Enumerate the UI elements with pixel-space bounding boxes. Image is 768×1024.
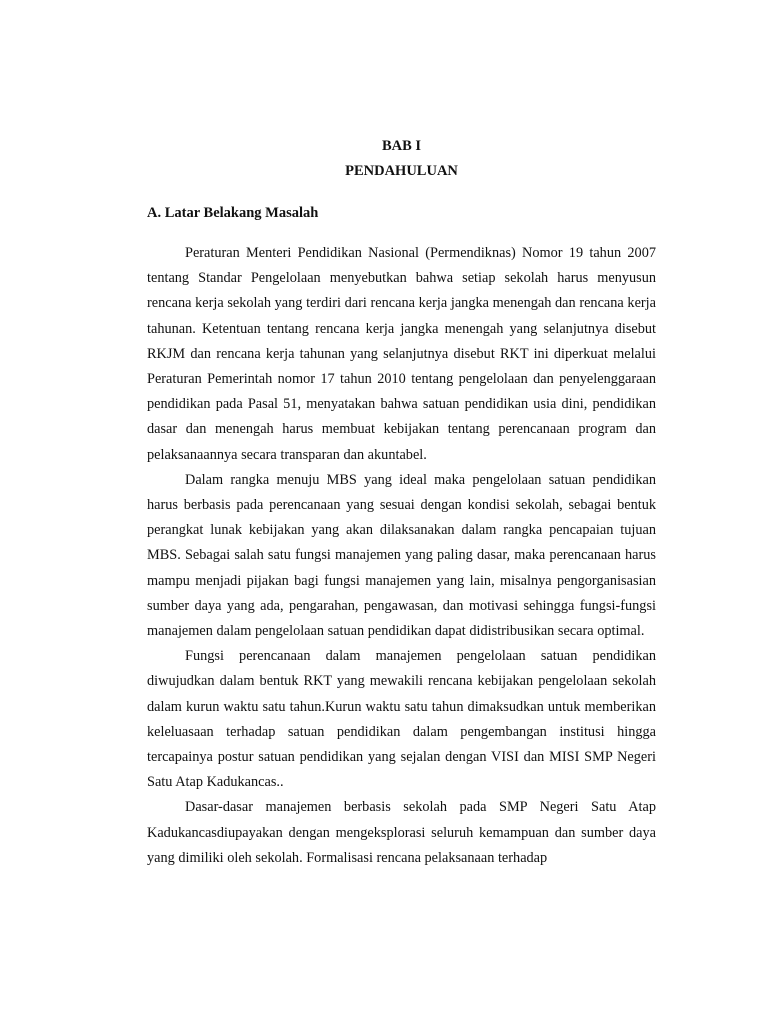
- document-body: [147, 241, 656, 871]
- paragraph-2: Dalam rangka menuju MBS yang ideal maka pengelolaan satuan pendidikan harus berbasis pada perencanaan yang sesuai dengan kondisi sekolah, sebagai bentuk perangkat lunak kebijakan yang akan dilaksanakan dalam rangka pencapaian tujuan MBS. Sebagai salah satu fungsi manajemen yang paling dasar, maka perencanaan harus mampu menjadi pijakan bagi fungsi manajemen yang lain, misalnya pengorganisasian sumber daya yang ada, pengarahan, pengawasan, dan motivasi sehingga fungsi-fungsi manajemen dalam pengelolaan satuan pendidikan dapat didistribusikan secara optimal.: [147, 471, 656, 640]
- paragraph-1: Peraturan Menteri Pendidikan Nasional (Permendiknas) Nomor 19 tahun 2007 tentang Standar Pengelolaan menyebutkan bahwa setiap sekolah harus menyusun rencana kerja sekolah yang terdiri dari rencana kerja jangka menengah dan rencana kerja tahunan. Ketentuan tentang rencana kerja jangka menengah yang selanjutnya disebut RKJM dan rencana kerja tahunan yang selanjutnya disebut RKT ini diperkuat melalui Peraturan Pemerintah nomor 17 tahun 2010 tentang pengelolaan dan penyelenggaraan pendidikan pada Pasal 51, menyatakan bahwa satuan pendidikan usia dini, pendidikan dasar dan menengah harus membuat kebijakan tentang perencanaan program dan pelaksanaannya secara transparan dan akuntabel.: [147, 245, 656, 463]
- paragraph-3: Fungsi perencanaan dalam manajemen pengelolaan satuan pendidikan diwujudkan dalam bentuk RKT yang mewakili rencana kebijakan pengelolaan sekolah dalam kurun waktu satu tahun.Kurun waktu satu tahun dimaksudkan untuk memberikan keleluasaan terhadap satuan pendidikan dalam pengembangan institusi hingga tercapainya postur satuan pendidikan yang sejalan dengan VISI dan MISI SMP Negeri Satu Atap Kadukancas..: [147, 648, 656, 791]
- paragraph-4: Dasar-dasar manajemen berbasis sekolah pada SMP Negeri Satu Atap Kadukancasdiupayakan dengan mengeksplorasi seluruh kemampuan dan sumber daya yang dimiliki oleh sekolah. Formalisasi rencana pelaksanaan terhadap: [147, 799, 656, 866]
- section-heading: A. Latar Belakang Masalah: [147, 205, 319, 221]
- chapter-number: BAB I: [381, 138, 422, 154]
- chapter-title: PENDAHULUAN: [345, 163, 458, 179]
